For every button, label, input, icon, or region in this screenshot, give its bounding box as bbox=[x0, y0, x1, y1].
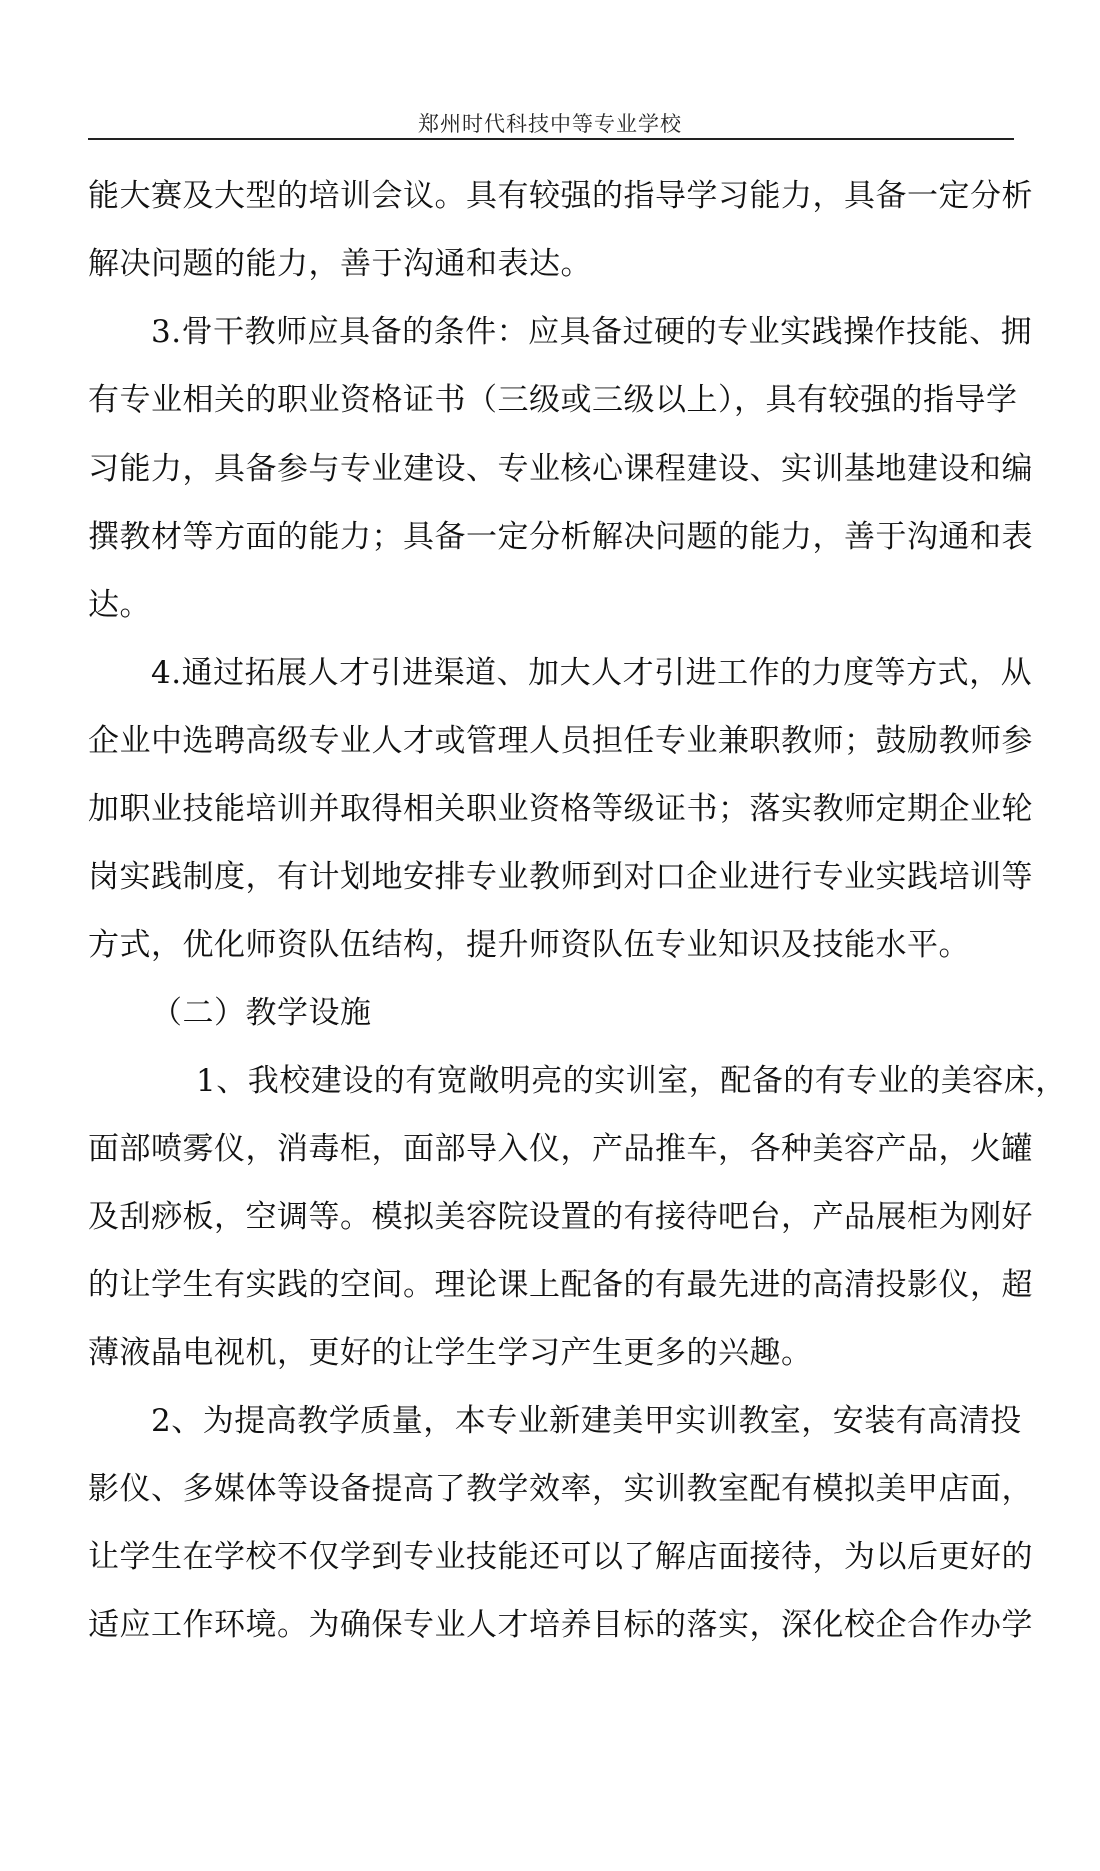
body-line: 薄液晶电视机，更好的让学生学习产生更多的兴趣。 bbox=[88, 1335, 813, 1371]
body-line: 让学生在学校不仅学到专业技能还可以了解店面接待，为以后更好的 bbox=[88, 1539, 1033, 1575]
page-header-school-name: 郑州时代科技中等专业学校 bbox=[418, 112, 682, 136]
body-line: 加职业技能培训并取得相关职业资格等级证书；落实教师定期企业轮 bbox=[88, 791, 1033, 827]
body-line: 撰教材等方面的能力；具备一定分析解决问题的能力，善于沟通和表 bbox=[88, 519, 1033, 555]
body-line: 能大赛及大型的培训会议。具有较强的指导学习能力，具备一定分析 bbox=[88, 178, 1033, 214]
body-line: 的让学生有实践的空间。理论课上配备的有最先进的高清投影仪，超 bbox=[88, 1267, 1033, 1303]
body-line: 面部喷雾仪，消毒柜，面部导入仪，产品推车，各种美容产品，火罐 bbox=[88, 1131, 1033, 1167]
body-line: 习能力，具备参与专业建设、专业核心课程建设、实训基地建设和编 bbox=[88, 451, 1033, 487]
body-line: 方式，优化师资队伍结构，提升师资队伍专业知识及技能水平。 bbox=[88, 927, 970, 963]
body-line: 达。 bbox=[88, 587, 151, 623]
body-line: 影仪、多媒体等设备提高了教学效率，实训教室配有模拟美甲店面， bbox=[88, 1471, 1033, 1507]
body-line: 4.通过拓展人才引进渠道、加大人才引进工作的力度等方式，从 bbox=[151, 655, 1033, 691]
section-heading: （二）教学设施 bbox=[151, 995, 372, 1031]
body-line: 岗实践制度，有计划地安排专业教师到对口企业进行专业实践培训等 bbox=[88, 859, 1033, 895]
header-divider bbox=[88, 138, 1014, 140]
body-line: 适应工作环境。为确保专业人才培养目标的落实，深化校企合作办学 bbox=[88, 1607, 1033, 1643]
body-line: 企业中选聘高级专业人才或管理人员担任专业兼职教师；鼓励教师参 bbox=[88, 723, 1033, 759]
body-line: 解决问题的能力，善于沟通和表达。 bbox=[88, 246, 592, 282]
body-line: 及刮痧板，空调等。模拟美容院设置的有接待吧台，产品展柜为刚好 bbox=[88, 1199, 1033, 1235]
body-line: 有专业相关的职业资格证书（三级或三级以上），具有较强的指导学 bbox=[88, 382, 1018, 418]
body-line: 3.骨干教师应具备的条件：应具备过硬的专业实践操作技能、拥 bbox=[151, 314, 1033, 350]
body-line: 2、为提高教学质量，本专业新建美甲实训教室，安装有高清投 bbox=[151, 1403, 1022, 1439]
body-line: 1、我校建设的有宽敞明亮的实训室，配备的有专业的美容床， bbox=[196, 1063, 1067, 1099]
